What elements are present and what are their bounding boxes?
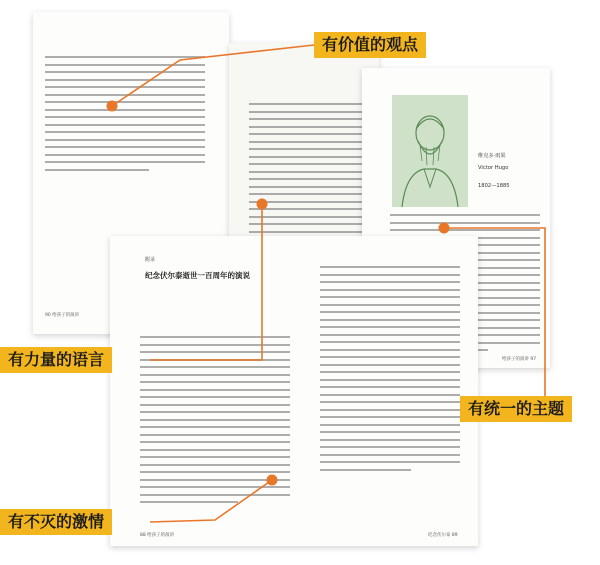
page-footer: 90 给孩子的演讲 [45, 313, 80, 318]
marker-dot-valuable-views [107, 101, 118, 112]
callout-valuable-views: 有价值的观点 [314, 32, 426, 58]
caption-years: 1802—1885 [478, 183, 510, 189]
caption-name-cn: 维克多·雨果 [478, 153, 506, 159]
page-footer: 给孩子的演讲 97 [502, 357, 537, 362]
speech-heading: 纪念伏尔泰逝世一百周年的演说 [145, 271, 250, 280]
connector-line-lasting-passion [150, 480, 272, 522]
callout-unified-theme: 有统一的主题 [460, 396, 572, 422]
page-kicker: 附录 [145, 257, 156, 263]
marker-dot-powerful-language [257, 199, 268, 210]
callout-powerful-language: 有力量的语言 [0, 347, 112, 373]
marker-dot-unified-theme [439, 223, 450, 234]
page-footer-right: 纪念伏尔泰 89 [428, 533, 458, 538]
connector-line-unified-theme [444, 228, 545, 396]
connector-line-valuable-views [112, 45, 314, 106]
callout-lasting-passion: 有不灭的激情 [0, 509, 112, 535]
caption-name-en: Victor Hugo [478, 165, 509, 171]
marker-dot-lasting-passion [267, 475, 278, 486]
page-footer-left: 88 给孩子的演讲 [140, 533, 175, 538]
connector-line-powerful-language [150, 204, 262, 360]
